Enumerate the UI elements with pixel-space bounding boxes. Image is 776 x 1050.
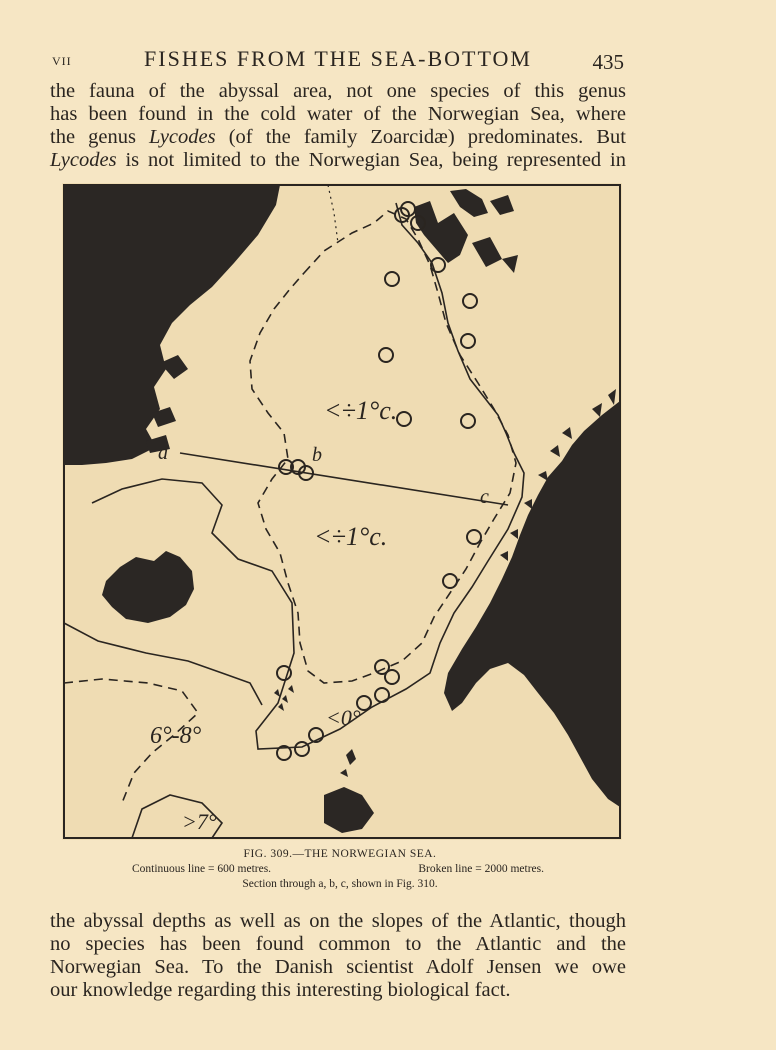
- text-line: has been found in the cold water of the Norwegian Sea, where: [50, 103, 626, 125]
- page-number: 435: [592, 50, 624, 74]
- text-line: [50, 149, 626, 172]
- text-line: no species has been found common to the Atlantic and the: [50, 933, 626, 955]
- figure-caption-section: Section through a, b, c, shown in Fig. 310.: [242, 878, 438, 890]
- label-temp-north: <÷1°c.: [324, 396, 398, 425]
- label-temp-warm: 6°-8°: [150, 723, 202, 749]
- legend-broken: Broken line = 2000 metres.: [418, 863, 544, 875]
- norwegian-sea-map: [62, 183, 622, 840]
- label-temp-south: <÷1°c.: [314, 522, 388, 551]
- running-title: FISHES FROM THE SEA-BOTTOM: [144, 46, 532, 71]
- figure-caption-title: FIG. 309.—THE NORWEGIAN SEA.: [243, 848, 437, 860]
- top-paragraph: [50, 80, 626, 172]
- legend-continuous: Continuous line = 600 metres.: [132, 863, 272, 875]
- genus-name: Lycodes: [149, 126, 216, 148]
- label-a: a: [158, 442, 168, 464]
- label-temp-zero: <0°: [326, 705, 361, 730]
- text-line: [50, 126, 626, 149]
- text-run: is not limited to the Norwegian Sea, being represented in: [116, 149, 626, 171]
- text-line: the fauna of the abyssal area, not one species of this genus: [50, 80, 626, 102]
- genus-name: Lycodes: [50, 149, 117, 171]
- text-line: the abyssal depths as well as on the slopes of the Atlantic, though: [50, 910, 626, 932]
- text-line: Norwegian Sea. To the Danish scientist Adolf Jensen we owe: [50, 956, 626, 978]
- text-line: our knowledge regarding this interesting biological fact.: [50, 979, 511, 1001]
- map-drawing: [62, 183, 622, 840]
- label-b: b: [312, 444, 322, 466]
- chapter-number: VII: [52, 54, 72, 68]
- text-run: the genus: [50, 126, 150, 148]
- bottom-paragraph: [50, 910, 626, 1002]
- label-c: c: [480, 486, 489, 508]
- text-run: (of the family Zoarcidæ) predominates. But: [215, 126, 627, 148]
- label-temp-seven: >7°: [182, 809, 217, 834]
- running-head: [50, 46, 626, 76]
